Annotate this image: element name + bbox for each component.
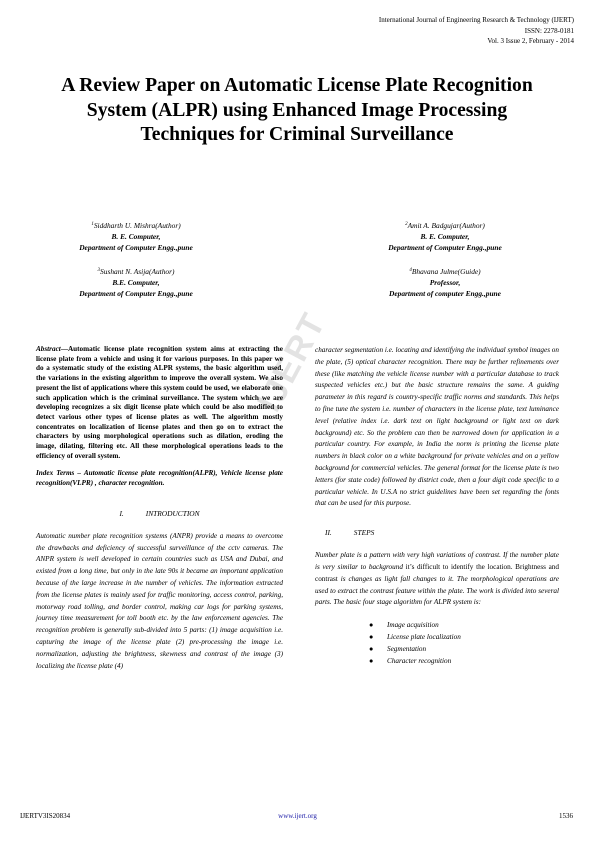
author-dept: Department of Computer Engg.,pune: [79, 243, 193, 253]
list-item: [369, 655, 559, 667]
bullet-icon: ●: [369, 633, 374, 642]
author-number: 3: [97, 268, 101, 273]
journal-name: International Journal of Engineering Research & Technology (IJERT): [378, 16, 574, 24]
abstract: [36, 345, 283, 461]
section-number: II.: [325, 528, 332, 538]
author-role: B. E. Computer,: [111, 232, 161, 242]
author-role: B. E. Computer,: [420, 232, 470, 242]
author-name: Amit A. Badgujar(Author): [407, 221, 485, 230]
author-block-3: [16, 266, 256, 300]
stage-list: [369, 619, 559, 667]
abstract-lead: Abstract: [36, 345, 61, 353]
steps-text-part-3: is changes as light fall changes to it. The morphological operations are used to extract the contrast feature within the plate. The work is divided into several parts. The basic four stage algorithm for ALPR system is:: [315, 574, 559, 607]
author-block-4: [325, 266, 565, 300]
footer-website-link[interactable]: www.ijert.org: [278, 812, 317, 820]
journal-volume: Vol. 3 Issue 2, February - 2014: [487, 37, 574, 46]
abstract-text: —Automatic license plate recognition system aims at extracting the license plate from a vehicle and using it for various purposes. In this paper we do a systematic study of the existing ALPR systems, the basic algorithm used, the variations in the existing algorithm to improve the overall system. We also present the list of applications where this system could be used, we elaborate one such application which is the criminal surveillance. The system which we are developing recognizes a six digit license plate which could be also modified to detect various other types of license plates as well. The algorithm mostly concentrates on localization of license plates and then go on to extract the characters by using morphological operations such as dilation, eroding the image, dilating, filtering etc. All these morphological operations leads to the efficiency of overall system.: [36, 345, 283, 460]
author-name: Bhavana Julme(Guide): [411, 267, 481, 276]
left-column: [36, 345, 283, 672]
author-dept: Department of Computer Engg.,pune: [388, 243, 502, 253]
steps-text-part-2: it’s difficult to identify the location. Brightness and contrast: [315, 562, 559, 583]
paper-title: A Review Paper on Automatic License Plate Recognition System (ALPR) using Enhanced Image Processing Techniques for Criminal Surveillance: [61, 75, 533, 146]
list-item: [369, 631, 559, 643]
stage-label: Character recognition: [387, 657, 452, 666]
author-number: 4: [409, 268, 412, 273]
section-title: STEPS: [353, 528, 375, 538]
author-number: 1: [91, 222, 94, 227]
journal-issn: ISSN: 2278-0181: [524, 26, 574, 35]
author-name: Siddharth U. Mishra(Author): [93, 221, 181, 230]
watermark: IJERT: [250, 306, 334, 418]
author-role: B.E. Computer,: [112, 278, 160, 288]
author-role: Professor,: [429, 278, 461, 288]
stage-label: Image acquisition: [387, 621, 439, 630]
bullet-icon: ●: [369, 645, 374, 654]
journal-header: [379, 15, 574, 47]
bullet-icon: ●: [369, 621, 374, 630]
author-dept: Department of Computer Engg.,pune: [79, 289, 193, 299]
stage-label: License plate localization: [387, 633, 461, 642]
steps-text-part-1: Number plate is a pattern with very high variations of contrast. If the number plate is very similar to background: [315, 551, 559, 571]
introduction-text: Automatic number plate recognition systems (ANPR) provide a means to overcome the drawbacks and deficiency of successful surveillance of the cctv cameras. The ANPR system is well developed in certain countries such as USA and Dubai, and existed from a long time, but only in the late 90s it became an important application because of the large increase in the number of vehicles. The information extracted from the license plates is mainly used for traffic monitoring, access control, parking, motorway road tolling, and border control, making car logs for parking systems, journey time measurement for toll booth etc. by the law enforcement agencies. The recognition problem is generally sub-divided into 5 parts: (1) image acquisition i.e. capturing the image of the license plate (2) pre-processing the image i.e. normalization, adjusting the brightness, skewness and contrast of the image (3) localizing the license plate (4): [36, 531, 283, 670]
author-block-2: [325, 220, 565, 254]
author-name: Sushant N. Asija(Author): [100, 267, 175, 276]
section-heading-introduction: [36, 509, 283, 519]
author-number: 2: [405, 222, 408, 227]
author-block-1: [16, 220, 256, 254]
index-terms: Index Terms – Automatic license plate recognition(ALPR), Vehicle license plate recognition(VLPR) , character recognition.: [36, 469, 283, 488]
section-heading-steps: [315, 528, 559, 538]
right-column: [315, 345, 559, 667]
list-item: [369, 643, 559, 655]
steps-text: [315, 550, 559, 609]
stage-label: Segmentation: [387, 645, 427, 654]
section-title: INTRODUCTION: [145, 508, 200, 518]
footer-page-number: 1536: [559, 812, 573, 820]
list-item: [369, 619, 559, 631]
author-dept: Department of computer Engg.,pune: [389, 289, 501, 299]
section-number: I.: [119, 508, 124, 518]
bullet-icon: ●: [369, 657, 374, 666]
introduction-continued-text: character segmentation i.e. locating and identifying the individual symbol images on the plate, (5) optical character recognition. There may be further refinements over these (like matching the vehicle license number with a particular database to track suspected vehicles etc.) but the basic structure remains the same. A guiding parameter in this regard is country-specific traffic norms and standards. This helps to fine tune the system i.e. number of characters in the license plate, text luminance level (relative index i.e. dark text on light background or light text on dark background) etc. So the problem can then be narrowed down for application in a particular country. For example, in India the norm is printing the license plate numbers in black color on a white background for private vehicles and on a yellow background for commercial vehicles. The general format for the license plate is two letters (for state code) followed by district code, then a four digit code specific to a particular vehicle. In U.S.A no strict guidelines have been set regarding the fonts that can be used for this purpose.: [315, 346, 559, 508]
footer-paper-id: IJERTV3IS20834: [20, 812, 71, 820]
